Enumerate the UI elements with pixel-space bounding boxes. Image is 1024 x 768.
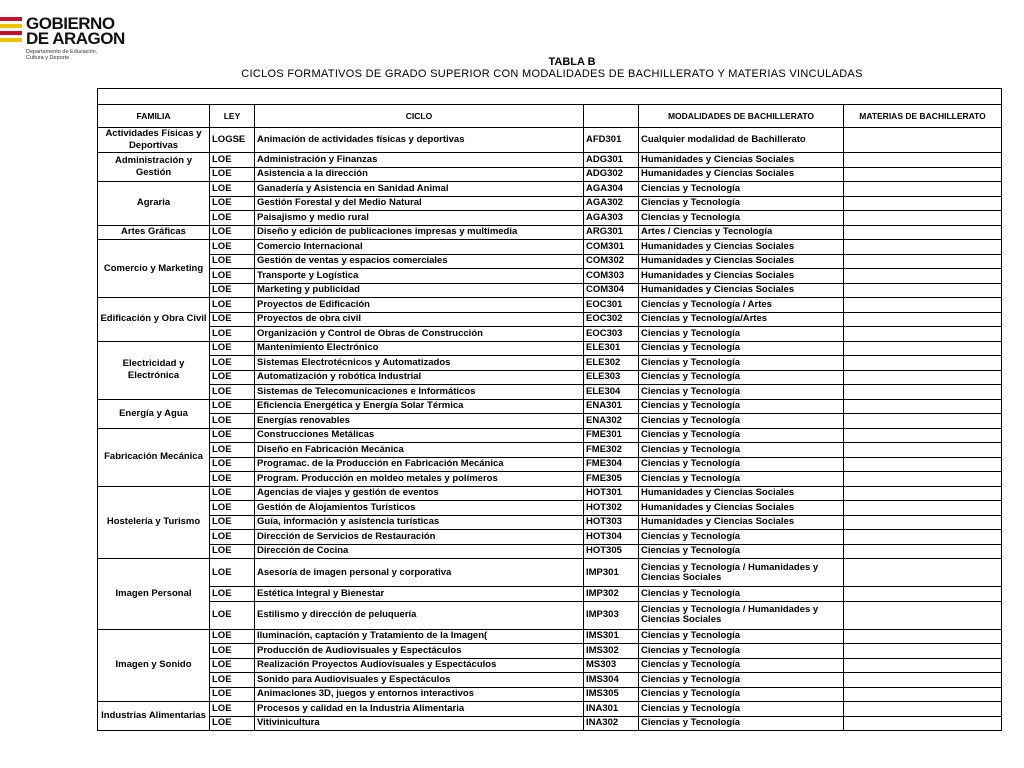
materias-cell xyxy=(844,428,1002,443)
modalidad-cell: Ciencias y Tecnología xyxy=(639,399,844,414)
table-row xyxy=(98,601,1002,629)
family-cell: Comercio y Marketing xyxy=(98,240,210,298)
ley-cell: LOE xyxy=(210,457,255,472)
code-cell: EOC302 xyxy=(584,312,639,327)
code-cell: COM301 xyxy=(584,240,639,255)
table-row xyxy=(98,673,1002,688)
table-row xyxy=(98,515,1002,530)
materias-cell xyxy=(844,298,1002,313)
ciclo-cell: Gestión de Alojamientos Turísticos xyxy=(255,501,584,516)
ley-cell: LOE xyxy=(210,269,255,284)
ley-cell: LOGSE xyxy=(210,128,255,153)
ciclo-cell: Comercio Internacional xyxy=(255,240,584,255)
table-row xyxy=(98,530,1002,545)
code-cell: FME301 xyxy=(584,428,639,443)
ciclo-cell: Organización y Control de Obras de Construcción xyxy=(255,327,584,342)
modalidad-cell: Ciencias y Tecnología xyxy=(639,414,844,429)
modalidad-cell: Ciencias y Tecnología xyxy=(639,658,844,673)
materias-cell xyxy=(844,153,1002,168)
logo-department-line-1: Departamento de Educación, xyxy=(26,49,98,55)
ciclo-cell: Gestión de ventas y espacios comerciales xyxy=(255,254,584,269)
materias-cell xyxy=(844,254,1002,269)
family-cell: Fabricación Mecánica xyxy=(98,428,210,486)
ciclo-cell: Sonido para Audiovisuales y Espectáculos xyxy=(255,673,584,688)
ley-cell: LOE xyxy=(210,515,255,530)
code-cell: ADG301 xyxy=(584,153,639,168)
ley-cell: LOE xyxy=(210,196,255,211)
table-row xyxy=(98,182,1002,197)
materias-cell xyxy=(844,128,1002,153)
ciclo-cell: Construcciones Metálicas xyxy=(255,428,584,443)
code-cell: IMP302 xyxy=(584,587,639,602)
table-subtitle: CICLOS FORMATIVOS DE GRADO SUPERIOR CON MODALIDADES DE BACHILLERATO Y MATERIAS VINCULADAS xyxy=(241,68,863,80)
ley-cell: LOE xyxy=(210,211,255,226)
ciclo-cell: Realización Proyectos Audiovisuales y Espectáculos xyxy=(255,658,584,673)
table-row xyxy=(98,254,1002,269)
modalidad-cell: Ciencias y Tecnología / Humanidades y Ciencias Sociales xyxy=(639,601,844,629)
ciclo-cell: Agencias de viajes y gestión de eventos xyxy=(255,486,584,501)
table-row xyxy=(98,327,1002,342)
table-row xyxy=(98,472,1002,487)
ciclo-cell: Gestión Forestal y del Medio Natural xyxy=(255,196,584,211)
table-row xyxy=(98,196,1002,211)
ciclo-cell: Procesos y calidad en la Industria Alimentaria xyxy=(255,702,584,717)
ciclo-cell: Estética Integral y Bienestar xyxy=(255,587,584,602)
modalidad-cell: Ciencias y Tecnología xyxy=(639,457,844,472)
code-cell: FME305 xyxy=(584,472,639,487)
modalidad-cell: Humanidades y Ciencias Sociales xyxy=(639,269,844,284)
materias-cell xyxy=(844,399,1002,414)
table-row xyxy=(98,240,1002,255)
ciclo-cell: Sistemas de Telecomunicaciones e Informáticos xyxy=(255,385,584,400)
ciclo-cell: Automatización y robótica Industrial xyxy=(255,370,584,385)
table-row xyxy=(98,544,1002,559)
code-cell: AGA303 xyxy=(584,211,639,226)
modalidad-cell: Ciencias y Tecnología xyxy=(639,196,844,211)
ley-cell: LOE xyxy=(210,559,255,587)
code-cell: HOT303 xyxy=(584,515,639,530)
ciclo-cell: Guía, información y asistencia turísticas xyxy=(255,515,584,530)
family-cell: Hostelería y Turismo xyxy=(98,486,210,559)
modalidad-cell: Humanidades y Ciencias Sociales xyxy=(639,240,844,255)
ley-cell: LOE xyxy=(210,716,255,731)
modalidad-cell: Ciencias y Tecnología xyxy=(639,211,844,226)
family-cell: Artes Gráficas xyxy=(98,225,210,240)
code-cell: ELE301 xyxy=(584,341,639,356)
materias-cell xyxy=(844,356,1002,371)
table-row xyxy=(98,225,1002,240)
ley-cell: LOE xyxy=(210,312,255,327)
family-cell: Imagen Personal xyxy=(98,559,210,630)
code-cell: ELE304 xyxy=(584,385,639,400)
logo-department-line-2: Cultura y Deporte xyxy=(26,55,70,61)
code-cell: FME304 xyxy=(584,457,639,472)
materias-cell xyxy=(844,327,1002,342)
table-title: TABLA B xyxy=(548,56,596,68)
materias-cell xyxy=(844,658,1002,673)
table-row xyxy=(98,629,1002,644)
logo-line-1: GOBIERNO xyxy=(26,14,115,33)
code-cell: IMS304 xyxy=(584,673,639,688)
header-modalidades: MODALIDADES DE BACHILLERATO xyxy=(639,105,844,128)
table-row xyxy=(98,399,1002,414)
table-row xyxy=(98,211,1002,226)
modalidad-cell: Artes / Ciencias y Tecnología xyxy=(639,225,844,240)
ley-cell: LOE xyxy=(210,501,255,516)
materias-cell xyxy=(844,457,1002,472)
ley-cell: LOE xyxy=(210,399,255,414)
table-row xyxy=(98,312,1002,327)
table-row xyxy=(98,269,1002,284)
ley-cell: LOE xyxy=(210,687,255,702)
code-cell: FME302 xyxy=(584,443,639,458)
ley-cell: LOE xyxy=(210,341,255,356)
materias-cell xyxy=(844,182,1002,197)
modalidad-cell: Ciencias y Tecnología xyxy=(639,182,844,197)
materias-cell xyxy=(844,673,1002,688)
table-row xyxy=(98,702,1002,717)
ley-cell: LOE xyxy=(210,644,255,659)
materias-cell xyxy=(844,530,1002,545)
code-cell: AGA302 xyxy=(584,196,639,211)
ciclo-cell: Asesoría de imagen personal y corporativa xyxy=(255,559,584,587)
modalidad-cell: Ciencias y Tecnología/Artes xyxy=(639,312,844,327)
ley-cell: LOE xyxy=(210,370,255,385)
ley-cell: LOE xyxy=(210,601,255,629)
code-cell: EOC303 xyxy=(584,327,639,342)
ciclo-cell: Eficiencia Energética y Energía Solar Térmica xyxy=(255,399,584,414)
modalidad-cell: Humanidades y Ciencias Sociales xyxy=(639,254,844,269)
table-row xyxy=(98,716,1002,731)
family-cell: Actividades Físicas y Deportivas xyxy=(98,128,210,153)
ley-cell: LOE xyxy=(210,356,255,371)
table-row xyxy=(98,457,1002,472)
code-cell: COM303 xyxy=(584,269,639,284)
code-cell: IMS302 xyxy=(584,644,639,659)
code-cell: HOT302 xyxy=(584,501,639,516)
ciclos-table xyxy=(97,88,1002,731)
table-row xyxy=(98,644,1002,659)
modalidad-cell: Ciencias y Tecnología xyxy=(639,629,844,644)
blank-cell xyxy=(98,89,1002,105)
code-cell: HOT305 xyxy=(584,544,639,559)
ley-cell: LOE xyxy=(210,385,255,400)
header-familia: FAMILIA xyxy=(98,105,210,128)
ciclo-cell: Programac. de la Producción en Fabricación Mecánica xyxy=(255,457,584,472)
modalidad-cell: Ciencias y Tecnología xyxy=(639,472,844,487)
ley-cell: LOE xyxy=(210,544,255,559)
materias-cell xyxy=(844,341,1002,356)
modalidad-cell: Ciencias y Tecnología xyxy=(639,702,844,717)
materias-cell xyxy=(844,240,1002,255)
table-row xyxy=(98,385,1002,400)
materias-cell xyxy=(844,587,1002,602)
table-row xyxy=(98,341,1002,356)
materias-cell xyxy=(844,644,1002,659)
aragon-flag-icon xyxy=(0,17,22,47)
header-ley: LEY xyxy=(210,105,255,128)
ley-cell: LOE xyxy=(210,530,255,545)
ciclo-cell: Ganadería y Asistencia en Sanidad Animal xyxy=(255,182,584,197)
ley-cell: LOE xyxy=(210,702,255,717)
code-cell: ELE302 xyxy=(584,356,639,371)
ley-cell: LOE xyxy=(210,658,255,673)
ley-cell: LOE xyxy=(210,225,255,240)
header-codigo xyxy=(584,105,639,128)
ciclo-cell: Energías renovables xyxy=(255,414,584,429)
ciclo-cell: Estilismo y dirección de peluquería xyxy=(255,601,584,629)
ley-cell: LOE xyxy=(210,673,255,688)
ciclo-cell: Iluminación, captación y Tratamiento de la Imagen( xyxy=(255,629,584,644)
modalidad-cell: Ciencias y Tecnología xyxy=(639,544,844,559)
modalidad-cell: Ciencias y Tecnología xyxy=(639,644,844,659)
materias-cell xyxy=(844,687,1002,702)
code-cell: COM304 xyxy=(584,283,639,298)
ley-cell: LOE xyxy=(210,414,255,429)
code-cell: ADG302 xyxy=(584,167,639,182)
materias-cell xyxy=(844,702,1002,717)
code-cell: ENA301 xyxy=(584,399,639,414)
ley-cell: LOE xyxy=(210,254,255,269)
table-row xyxy=(98,283,1002,298)
code-cell: HOT301 xyxy=(584,486,639,501)
code-cell: AFD301 xyxy=(584,128,639,153)
ciclo-cell: Transporte y Logística xyxy=(255,269,584,284)
ciclo-cell: Animación de actividades físicas y deportivas xyxy=(255,128,584,153)
modalidad-cell: Ciencias y Tecnología xyxy=(639,385,844,400)
modalidad-cell: Humanidades y Ciencias Sociales xyxy=(639,515,844,530)
materias-cell xyxy=(844,196,1002,211)
ciclo-cell: Program. Producción en moldeo metales y polímeros xyxy=(255,472,584,487)
materias-cell xyxy=(844,559,1002,587)
ley-cell: LOE xyxy=(210,153,255,168)
modalidad-cell: Ciencias y Tecnología / Humanidades y Ciencias Sociales xyxy=(639,559,844,587)
ley-cell: LOE xyxy=(210,486,255,501)
modalidad-cell: Ciencias y Tecnología / Artes xyxy=(639,298,844,313)
materias-cell xyxy=(844,486,1002,501)
ciclo-cell: Animaciones 3D, juegos y entornos interactivos xyxy=(255,687,584,702)
code-cell: INA302 xyxy=(584,716,639,731)
table-row xyxy=(98,153,1002,168)
family-cell: Industrias Alimentarias xyxy=(98,702,210,731)
header-row xyxy=(98,105,1002,128)
materias-cell xyxy=(844,283,1002,298)
table-row xyxy=(98,687,1002,702)
family-cell: Administración y Gestión xyxy=(98,153,210,182)
modalidad-cell: Ciencias y Tecnología xyxy=(639,443,844,458)
ciclo-cell: Proyectos de Edificación xyxy=(255,298,584,313)
ciclo-cell: Dirección de Cocina xyxy=(255,544,584,559)
table-row xyxy=(98,414,1002,429)
modalidad-cell: Ciencias y Tecnología xyxy=(639,327,844,342)
modalidad-cell: Ciencias y Tecnología xyxy=(639,687,844,702)
table-row xyxy=(98,587,1002,602)
modalidad-cell: Cualquier modalidad de Bachillerato xyxy=(639,128,844,153)
materias-cell xyxy=(844,544,1002,559)
modalidad-cell: Ciencias y Tecnología xyxy=(639,356,844,371)
ciclo-cell: Mantenimiento Electrónico xyxy=(255,341,584,356)
modalidad-cell: Ciencias y Tecnología xyxy=(639,428,844,443)
ley-cell: LOE xyxy=(210,472,255,487)
modalidad-cell: Humanidades y Ciencias Sociales xyxy=(639,283,844,298)
code-cell: IMP303 xyxy=(584,601,639,629)
materias-cell xyxy=(844,501,1002,516)
blank-row xyxy=(98,89,1002,105)
family-cell: Agraria xyxy=(98,182,210,226)
materias-cell xyxy=(844,515,1002,530)
table-row xyxy=(98,486,1002,501)
ciclo-cell: Administración y Finanzas xyxy=(255,153,584,168)
ley-cell: LOE xyxy=(210,629,255,644)
table-row xyxy=(98,658,1002,673)
table-row xyxy=(98,370,1002,385)
table-row xyxy=(98,167,1002,182)
modalidad-cell: Ciencias y Tecnología xyxy=(639,530,844,545)
ley-cell: LOE xyxy=(210,167,255,182)
modalidad-cell: Humanidades y Ciencias Sociales xyxy=(639,167,844,182)
modalidad-cell: Humanidades y Ciencias Sociales xyxy=(639,153,844,168)
table-row xyxy=(98,298,1002,313)
ciclo-cell: Proyectos de obra civil xyxy=(255,312,584,327)
materias-cell xyxy=(844,211,1002,226)
family-cell: Energía y Agua xyxy=(98,399,210,428)
code-cell: INA301 xyxy=(584,702,639,717)
materias-cell xyxy=(844,443,1002,458)
modalidad-cell: Ciencias y Tecnología xyxy=(639,716,844,731)
ciclo-cell: Producción de Audiovisuales y Espectáculos xyxy=(255,644,584,659)
code-cell: ARG301 xyxy=(584,225,639,240)
ciclo-cell: Diseño y edición de publicaciones impresas y multimedia xyxy=(255,225,584,240)
modalidad-cell: Ciencias y Tecnología xyxy=(639,370,844,385)
table-row xyxy=(98,443,1002,458)
materias-cell xyxy=(844,225,1002,240)
ley-cell: LOE xyxy=(210,443,255,458)
code-cell: HOT304 xyxy=(584,530,639,545)
ciclo-cell: Asistencia a la dirección xyxy=(255,167,584,182)
code-cell: IMP301 xyxy=(584,559,639,587)
materias-cell xyxy=(844,167,1002,182)
modalidad-cell: Humanidades y Ciencias Sociales xyxy=(639,486,844,501)
materias-cell xyxy=(844,269,1002,284)
ley-cell: LOE xyxy=(210,428,255,443)
family-cell: Imagen y Sonido xyxy=(98,629,210,702)
materias-cell xyxy=(844,370,1002,385)
table-row xyxy=(98,559,1002,587)
logo-line-2: DE ARAGON xyxy=(26,29,125,48)
family-cell: Electricidad y Electrónica xyxy=(98,341,210,399)
ciclo-cell: Paisajismo y medio rural xyxy=(255,211,584,226)
code-cell: IMS305 xyxy=(584,687,639,702)
modalidad-cell: Ciencias y Tecnología xyxy=(639,341,844,356)
modalidad-cell: Ciencias y Tecnología xyxy=(639,587,844,602)
materias-cell xyxy=(844,629,1002,644)
code-cell: MS303 xyxy=(584,658,639,673)
ley-cell: LOE xyxy=(210,587,255,602)
materias-cell xyxy=(844,472,1002,487)
materias-cell xyxy=(844,601,1002,629)
family-cell: Edificación y Obra Civil xyxy=(98,298,210,342)
ciclo-cell: Diseño en Fabricación Mecánica xyxy=(255,443,584,458)
code-cell: EOC301 xyxy=(584,298,639,313)
code-cell: ENA302 xyxy=(584,414,639,429)
ley-cell: LOE xyxy=(210,298,255,313)
ciclo-cell: Dirección de Servicios de Restauración xyxy=(255,530,584,545)
materias-cell xyxy=(844,716,1002,731)
code-cell: ELE303 xyxy=(584,370,639,385)
table-row xyxy=(98,128,1002,153)
table-row xyxy=(98,356,1002,371)
code-cell: IMS301 xyxy=(584,629,639,644)
header-materias: MATERIAS DE BACHILLERATO xyxy=(844,105,1002,128)
code-cell: AGA304 xyxy=(584,182,639,197)
materias-cell xyxy=(844,385,1002,400)
ley-cell: LOE xyxy=(210,327,255,342)
table-row xyxy=(98,428,1002,443)
ley-cell: LOE xyxy=(210,240,255,255)
materias-cell xyxy=(844,414,1002,429)
ley-cell: LOE xyxy=(210,182,255,197)
materias-cell xyxy=(844,312,1002,327)
modalidad-cell: Ciencias y Tecnología xyxy=(639,673,844,688)
table-row xyxy=(98,501,1002,516)
modalidad-cell: Humanidades y Ciencias Sociales xyxy=(639,501,844,516)
header-ciclo: CICLO xyxy=(255,105,584,128)
ley-cell: LOE xyxy=(210,283,255,298)
ciclo-cell: Marketing y publicidad xyxy=(255,283,584,298)
ciclo-cell: Sistemas Electrotécnicos y Automatizados xyxy=(255,356,584,371)
table-body xyxy=(98,89,1002,731)
code-cell: COM302 xyxy=(584,254,639,269)
ciclo-cell: Vitivinicultura xyxy=(255,716,584,731)
